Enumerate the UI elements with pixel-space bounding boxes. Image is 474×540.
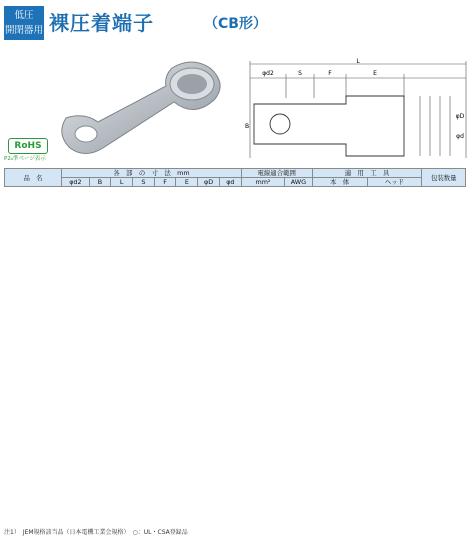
col-tool: 適 用 工 具 <box>312 169 422 178</box>
dimension-drawing <box>244 58 472 168</box>
sub-mm2: mm² <box>241 178 284 187</box>
terminal-photo <box>46 56 236 164</box>
dim-label-F: F <box>328 70 332 77</box>
footnote: 注1） JEM規格該当品（日本電機工業会規格） ○：UL・CSA登録品 <box>4 529 188 536</box>
category-line2: 開閉器用 <box>4 25 43 36</box>
rohs-sub-label: P2ₐ準ページ表示 <box>4 156 46 162</box>
col-wire-range: 電線適合範囲 <box>241 169 312 178</box>
sub-s: S <box>133 178 155 187</box>
sub-d2: φd2 <box>62 178 89 187</box>
sub-dd: φD <box>198 178 220 187</box>
page-title: 裸圧着端子 <box>49 11 154 35</box>
spec-table <box>4 168 466 187</box>
dim-label-D: φD <box>455 113 465 120</box>
sub-b: B <box>89 178 111 187</box>
sub-f: F <box>154 178 176 187</box>
sub-d: φd <box>219 178 241 187</box>
rohs-badge: RoHS <box>8 138 48 154</box>
col-pack: 包装数量 <box>422 169 466 187</box>
category-badge <box>4 6 44 40</box>
category-line1: 低圧 <box>14 10 34 21</box>
dim-label-L: L <box>356 58 360 65</box>
dim-label-E: E <box>373 70 377 77</box>
header <box>0 0 474 46</box>
dim-label-d2: φd2 <box>262 70 274 77</box>
sub-l: L <box>111 178 133 187</box>
sub-awg: AWG <box>285 178 312 187</box>
col-part: 品 名 <box>5 169 62 187</box>
col-dims: 各 部 の 寸 法 mm <box>62 169 242 178</box>
dim-label-S: S <box>298 70 302 77</box>
page-subtitle: （CB形） <box>204 16 267 32</box>
dim-label-d: φd <box>456 133 464 140</box>
sub-tool-body: 本 体 <box>312 178 367 187</box>
sub-tool-head: ヘッド <box>367 178 422 187</box>
dim-label-B: B <box>244 123 250 130</box>
sub-e: E <box>176 178 198 187</box>
